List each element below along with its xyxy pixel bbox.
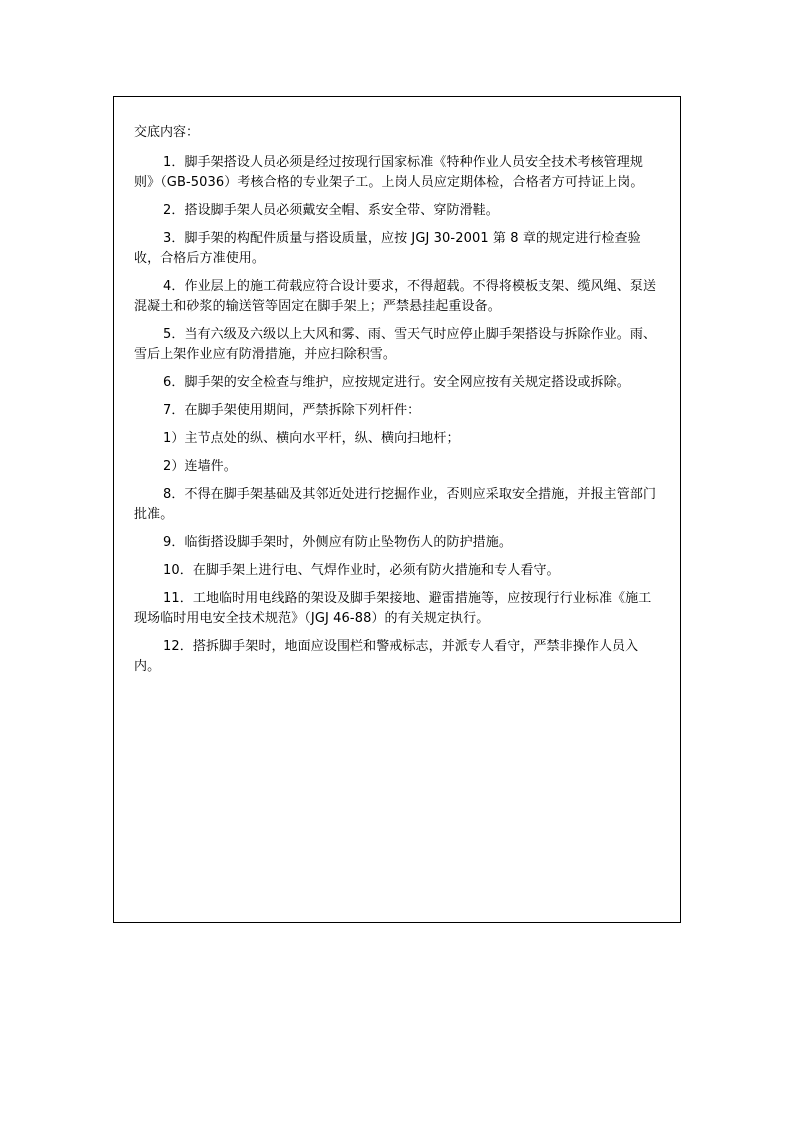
paragraph-6: 6．脚手架的安全检查与维护，应按规定进行。安全网应按有关规定搭设或拆除。 xyxy=(163,375,630,390)
paragraph-8: 8．不得在脚手架基础及其邻近处进行挖掘作业，否则应采取安全措施，并报主管部门批准。 xyxy=(134,487,657,522)
paragraph-7-item-1: 1）主节点处的纵、横向水平杆，纵、横向扫地杆； xyxy=(163,431,460,446)
paragraph-7: 7．在脚手架使用期间，严禁拆除下列杆件： xyxy=(163,403,421,418)
paragraph-9: 9．临街搭设脚手架时，外侧应有防止坠物伤人的防护措施。 xyxy=(163,535,512,550)
paragraph-10: 10．在脚手架上进行电、气焊作业时，必须有防火措施和专人看守。 xyxy=(163,563,560,578)
disclosure-content xyxy=(134,123,662,685)
paragraph-2: 2．搭设脚手架人员必须戴安全帽、系安全带、穿防滑鞋。 xyxy=(163,203,499,218)
paragraph-4: 4．作业层上的施工荷载应符合设计要求，不得超载。不得将模板支架、缆风绳、泵送混凝土和砂浆的输送管等固定在脚手架上；严禁悬挂起重设备。 xyxy=(134,279,657,314)
disclosure-content-box xyxy=(113,96,681,923)
paragraph-12: 12．搭拆脚手架时，地面应设围栏和警戒标志，并派专人看守，严禁非操作人员入内。 xyxy=(134,639,639,674)
paragraph-7-item-2: 2）连墙件。 xyxy=(163,459,237,474)
section-heading: 交底内容： xyxy=(134,125,200,140)
paragraph-5: 5．当有六级及六级以上大风和雾、雨、雪天气时应停止脚手架搭设与拆除作业。雨、雪后上架作业应有防滑措施，并应扫除积雪。 xyxy=(134,327,657,362)
paragraph-3: 3．脚手架的构配件质量与搭设质量，应按 JGJ 30-2001 第 8 章的规定进行检查验收，合格后方准使用。 xyxy=(134,231,641,266)
paragraph-11: 11．工地临时用电线路的架设及脚手架接地、避雷措施等，应按现行行业标准《施工现场临时用电安全技术规范》（JGJ 46-88）的有关规定执行。 xyxy=(134,591,652,626)
paragraph-1: 1．脚手架搭设人员必须是经过按现行国家标准《特种作业人员安全技术考核管理规则》（GB-5036）考核合格的专业架子工。上岗人员应定期体检，合格者方可持证上岗。 xyxy=(134,155,644,190)
